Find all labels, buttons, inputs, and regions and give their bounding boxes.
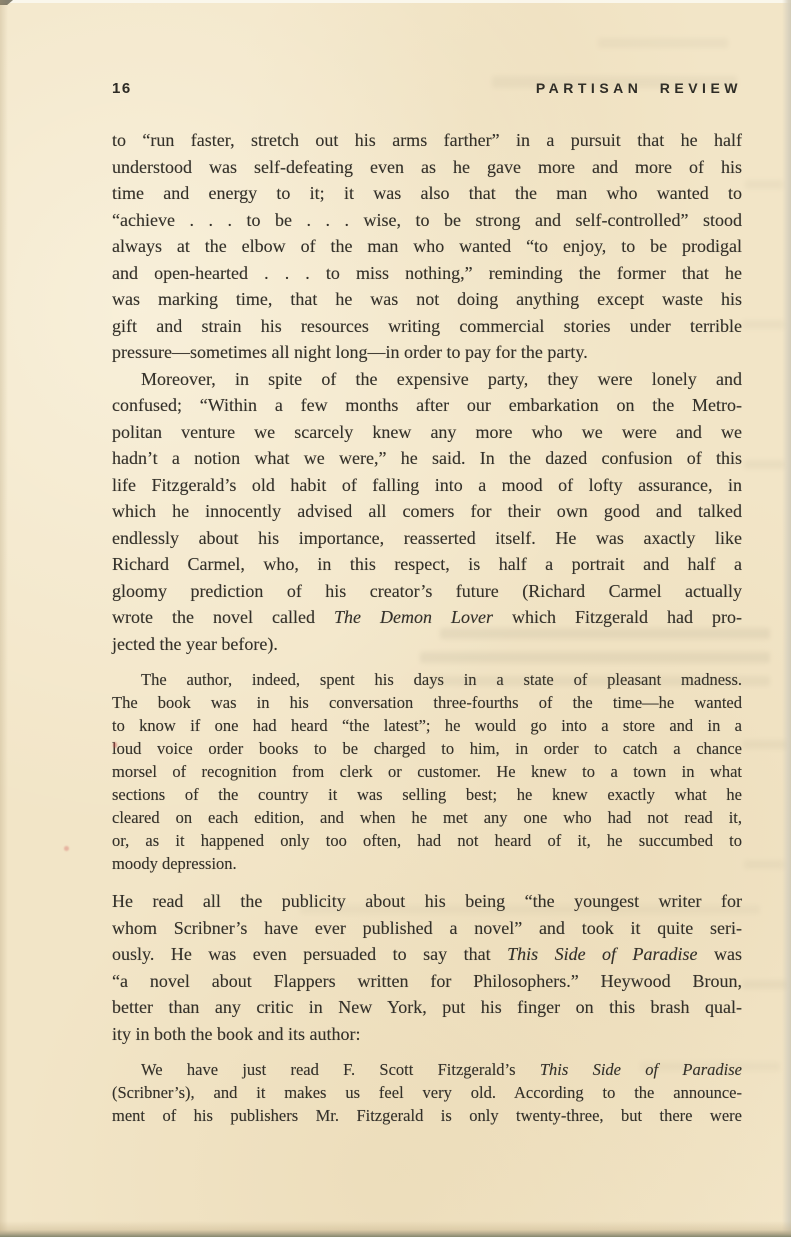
text-line: loud voice order books to be charged to him, in order to catch a chance [112,739,742,758]
text-line: gloomy prediction of his creator’s future (Richard Carmel actually [112,580,742,601]
paragraph [112,668,742,875]
text-line: life Fitzgerald’s old habit of falling into a mood of lofty assurance, in [112,474,742,495]
paragraph [112,366,742,658]
text-line: understood was self-defeating even as he gave more and more of his [112,156,742,177]
bleed-through-artifact [742,320,784,329]
text-line: The author, indeed, spent his days in a state of pleasant madness. [141,670,742,689]
text-line: ously. He was even persuaded to say that This Side of Paradise was [112,944,742,964]
text-line: “achieve . . . to be . . . wise, to be strong and self-controlled” stood [112,209,742,230]
text-line: to “run faster, stretch out his arms farther” in a pursuit that he half [112,130,742,150]
text-line: was marking time, that he was not doing anything except waste his [112,289,742,309]
bleed-through-artifact [744,860,784,869]
paragraph [112,127,742,366]
text-line: to know if one had heard “the latest”; he would go into a store and in a [112,716,742,735]
text-line: better than any critic in New York, put his finger on this brash qual- [112,997,742,1017]
page-number: 16 [112,80,132,97]
text-line: (Scribner’s), and it makes us feel very old. According to the announce- [112,1083,742,1102]
text-line: which he innocently advised all comers for their own good and talked [112,501,742,521]
text-line: ity in both the book and its author: [112,1023,361,1044]
text-line: cleared on each edition, and when he met any one who had not read it, [112,808,742,827]
running-header [112,80,742,97]
text-line: always at the elbow of the man who wanted “to enjoy, to be prodigal [112,236,742,256]
bleed-through-artifact [742,740,786,749]
text-line: He read all the publicity about his being “the youngest writer for [112,891,742,911]
page-edge-right [782,0,791,1237]
text-line: moody depression. [112,854,237,873]
page-edge-left [0,0,8,1237]
text-line: gift and strain his resources writing commercial stories under terrible [112,315,742,336]
text-line: hadn’t a notion what we were,” he said. In the dazed confusion of this [112,448,742,468]
bleed-through-artifact [744,460,784,469]
bleed-through-artifact [742,980,786,989]
text-line: We have just read F. Scott Fitzgerald’s This Side of Paradise [141,1060,742,1079]
paragraph [112,888,742,1047]
paragraph [112,1058,742,1127]
text-line: politan venture we scarcely knew any more who we were and we [112,421,742,442]
running-head-title: PARTISAN REVIEW [535,80,742,96]
text-line: Moreover, in spite of the expensive party, they were lonely and [141,368,742,389]
text-line: Richard Carmel, who, in this respect, is half a portrait and half a [112,554,742,574]
text-line: and open-hearted . . . to miss nothing,” reminding the former that he [112,262,742,283]
text-line: “a novel about Flappers written for Philosophers.” Heywood Broun, [112,970,742,991]
text-line: morsel of recognition from clerk or customer. He knew to a town in what [112,762,742,781]
text-line: ment of his publishers Mr. Fitzgerald is only twenty-three, but there were [112,1106,742,1125]
bleed-through-artifact [745,180,783,189]
text-line: wrote the novel called The Demon Lover which Fitzgerald had pro- [112,607,742,627]
text-line: The book was in his conversation three-fourths of the time—he wanted [112,693,742,712]
page-edge-top [0,0,791,3]
text-line: pressure—sometimes all night long—in order to pay for the party. [112,342,588,362]
scan-corner-mark [0,0,13,5]
text-line: jected the year before). [112,633,278,654]
text-line: endlessly about his importance, reasserted itself. He was axactly like [112,527,742,548]
ink-speck [64,846,69,851]
text-line: or, as it happened only too often, had not heard of it, he succumbed to [112,831,742,850]
page-text-block [112,127,742,1127]
text-line: whom Scribner’s have ever published a novel” and took it quite seri- [112,917,742,938]
bleed-through-artifact [598,38,728,48]
text-line: sections of the country it was selling best; he knew exactly what he [112,785,742,804]
text-line: confused; “Within a few months after our embarkation on the Metro- [112,395,742,415]
text-line: time and energy to it; it was also that the man who wanted to [112,183,742,203]
page-edge-bottom [0,1221,791,1237]
